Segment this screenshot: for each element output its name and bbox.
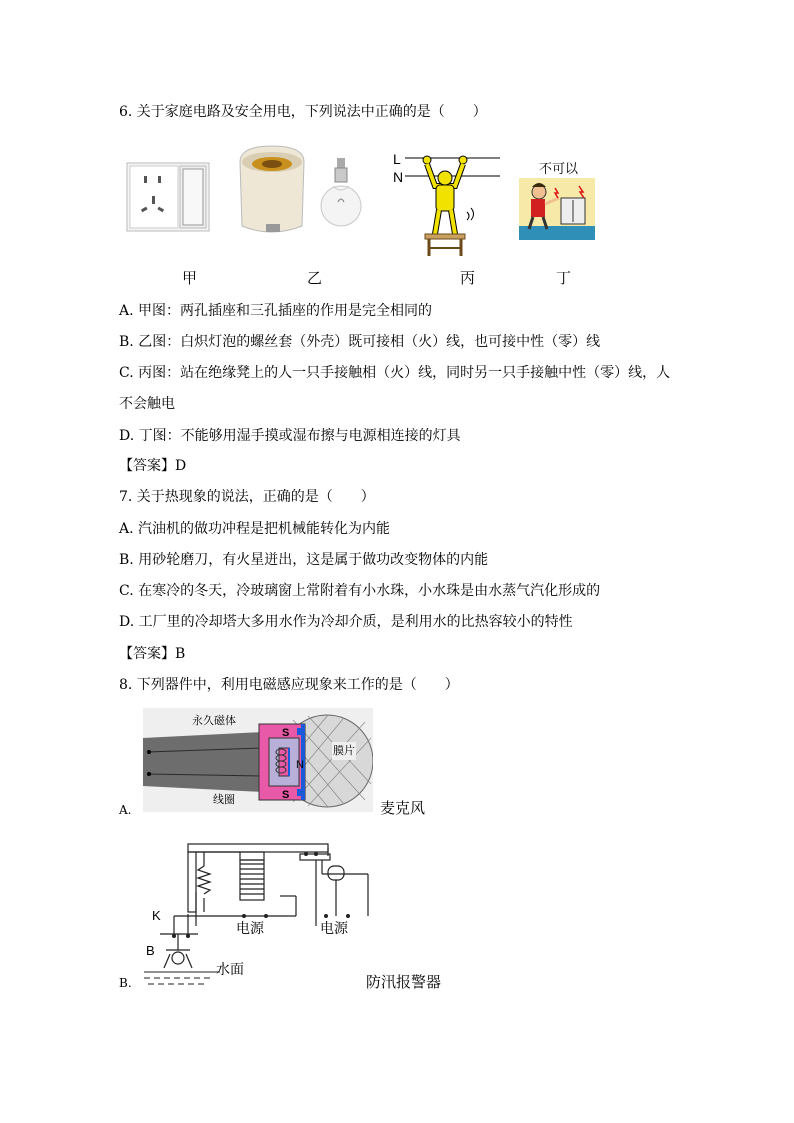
q6-option-d: D. 丁图：不能够用湿手摸或湿布擦与电源相连接的灯具 — [119, 428, 461, 444]
alarm-label-b: B — [146, 943, 155, 958]
q6-stem: 6. 关于家庭电路及安全用电，下列说法中正确的是（ ） — [119, 104, 487, 120]
q7-option-b: B. 用砂轮磨刀，有火星迸出，这是属于做功改变物体的内能 — [119, 552, 489, 568]
socket-panel-image — [126, 162, 210, 232]
alarm-label-k: K — [152, 908, 161, 923]
figure-label-bing: 丙 — [460, 269, 476, 287]
q6-option-c-continued: 不会触电 — [119, 396, 175, 412]
wire-N-label: N — [393, 169, 404, 185]
q7-answer: 【答案】B — [119, 646, 186, 662]
q6-option-c: C. 丙图：站在绝缘凳上的人一只手接触相（火）线，同时另一只手接触中性（零）线，人 — [119, 365, 671, 381]
microphone-diagram — [143, 708, 373, 812]
q7-option-d: D. 工厂里的冷却塔大多用水作为冷却介质，是利用水的比热容较小的特性 — [119, 614, 573, 630]
mic-label-coil: 线圈 — [213, 794, 235, 806]
figure-label-jia: 甲 — [182, 269, 198, 287]
ding-caption: 不可以 — [539, 161, 579, 176]
flood-alarm-circuit-diagram — [140, 826, 380, 986]
mic-label-s-bottom: S — [282, 789, 290, 801]
figure-label-ding: 丁 — [556, 269, 572, 287]
q8-option-a-letter: A. — [119, 803, 132, 817]
q7-option-c: C. 在寒冷的冬天，冷玻璃窗上常附着有小水珠，小水珠是由水蒸气汽化形成的 — [119, 583, 601, 599]
q6-answer: 【答案】D — [119, 458, 187, 474]
mic-label-n: N — [296, 759, 304, 771]
mic-label-diaphragm: 膜片 — [332, 742, 356, 760]
alarm-label-power-1: 电源 — [236, 920, 264, 936]
q6-option-a: A. 甲图：两孔插座和三孔插座的作用是完全相同的 — [119, 303, 433, 319]
q6-option-b: B. 乙图：白炽灯泡的螺丝套（外壳）既可接相（火）线，也可接中性（零）线 — [119, 334, 601, 350]
q8-option-b-letter: B. — [119, 976, 132, 990]
mic-label-magnet: 永久磁体 — [192, 715, 236, 727]
lamp-holder-bulb-image — [232, 140, 362, 240]
wet-hand-cartoon-image — [519, 178, 595, 240]
q7-option-a: A. 汽油机的做功冲程是把机械能转化为内能 — [119, 521, 391, 537]
q7-stem: 7. 关于热现象的说法，正确的是（ ） — [119, 489, 375, 505]
q8-option-a-caption: 麦克风 — [380, 800, 426, 817]
q8-stem: 8. 下列器件中，利用电磁感应现象来工作的是（ ） — [119, 677, 459, 693]
alarm-label-water-surface: 水面 — [216, 961, 244, 977]
alarm-label-power-2: 电源 — [320, 920, 348, 936]
wire-L-label: L — [393, 151, 401, 167]
q8-option-b-caption: 防汛报警器 — [366, 974, 442, 991]
mic-label-s-top: S — [282, 727, 290, 739]
figure-label-yi: 乙 — [307, 269, 323, 287]
person-touching-wires-image — [405, 150, 500, 262]
